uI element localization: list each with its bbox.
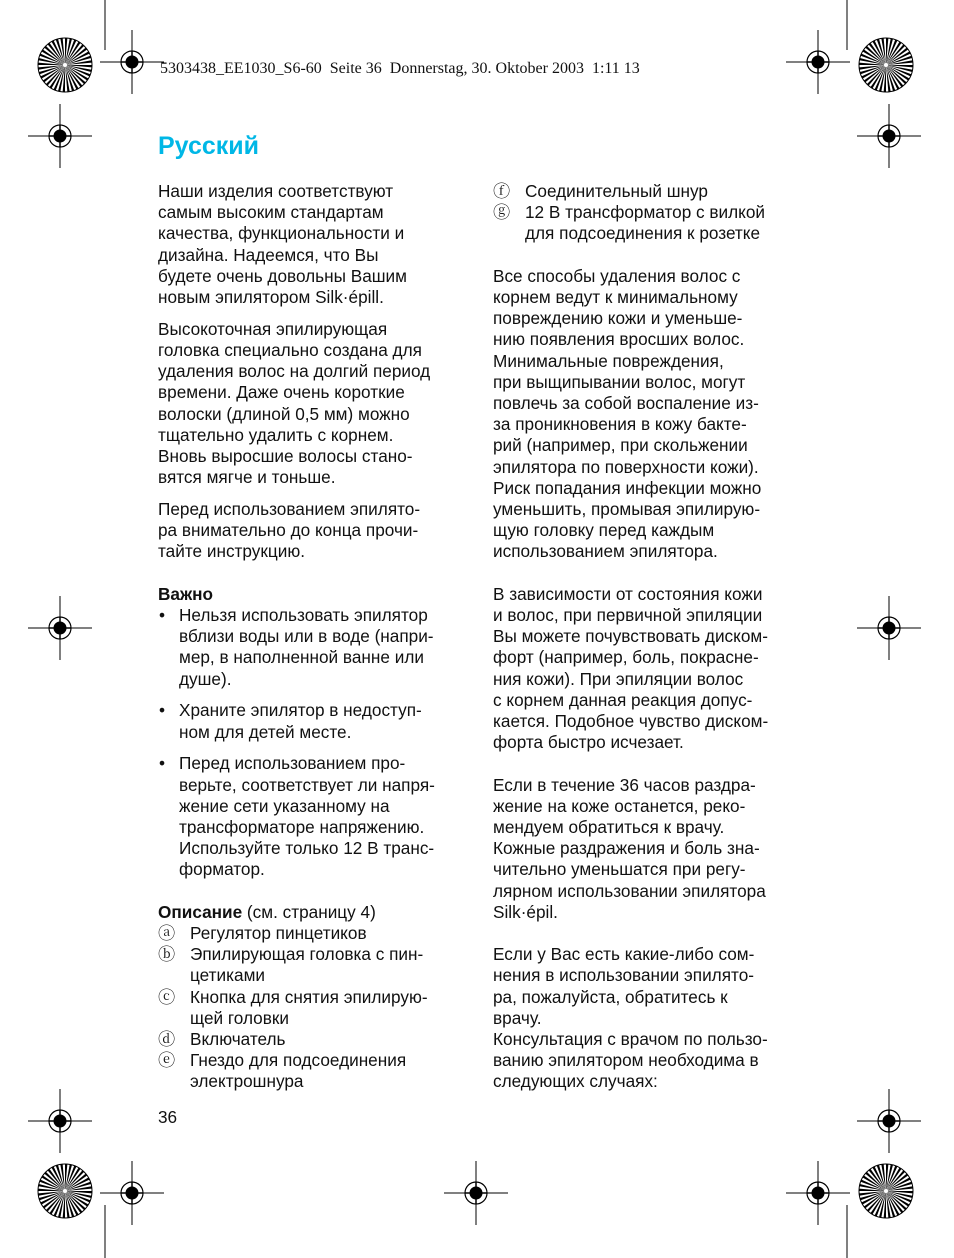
text-line: для подсоединения к розетке	[525, 223, 761, 244]
text-line: Используйте только 12 В транс-	[179, 838, 435, 859]
text-line: самым высоким стандартам	[158, 202, 384, 223]
text-line: верьте, соответствует ли напря-	[179, 774, 435, 795]
right-paragraph	[493, 584, 803, 754]
right-paragraphs	[493, 245, 803, 1093]
text-line: Соединительный шнур	[525, 181, 708, 201]
right-paragraph	[493, 266, 803, 563]
text-line: удаления волос на долгий период	[158, 361, 431, 382]
text-line: Риск попадания инфекции можно	[493, 477, 762, 498]
text-line: Консультация с врачом по пользо-	[493, 1029, 768, 1050]
page-number: 36	[158, 1107, 178, 1127]
text-line: щую головку перед каждым	[493, 520, 715, 541]
crosshair-icon	[857, 596, 921, 660]
part-letter-mark: ⓒ	[158, 986, 176, 1007]
part-letter-mark: ⓔ	[158, 1050, 176, 1071]
text-line: качества, функциональности и	[158, 223, 405, 244]
text-line: вятся мягче и тоньше.	[158, 467, 336, 488]
text-line: мендуем обратиться к врачу.	[493, 817, 725, 838]
head-description-paragraph	[158, 319, 468, 489]
text-line: и волос, при первичной эпиляции	[493, 605, 763, 626]
text-line: Включатель	[190, 1029, 286, 1050]
right-column	[493, 181, 803, 1093]
crosshair-icon	[857, 104, 921, 168]
color-bar-starburst-bottom-left	[38, 1164, 92, 1218]
text-line: душе).	[179, 668, 232, 689]
text-line: Высокоточная эпилирующая	[158, 318, 388, 339]
text-line: ра, пожалуйста, обратитесь к	[493, 986, 728, 1007]
text-line: нию появления вросших волос.	[493, 329, 745, 350]
color-bar-starburst-bottom-right	[859, 1164, 913, 1218]
part-item	[158, 923, 468, 944]
bullet-item	[158, 753, 468, 880]
text-line: Вы можете почувствовать диском-	[493, 626, 768, 647]
part-item	[158, 1050, 468, 1092]
text-line: жение на коже останется, реко-	[493, 795, 746, 816]
text-line: ния кожи). При эпиляции волос	[493, 668, 744, 689]
bullet-mark: •	[159, 605, 166, 626]
text-line: за проникновения в кожу бакте-	[493, 414, 747, 435]
text-line: Кнопка для снятия эпилирую-	[190, 986, 428, 1007]
text-line: лярном использовании эпилятора	[493, 880, 766, 901]
parts-list-left	[158, 923, 468, 1093]
text-line: нения в использовании эпилято-	[493, 965, 754, 986]
text-line: чительно уменьшатся при регу-	[493, 859, 746, 880]
text-line: Кожные раздражения и боль зна-	[493, 838, 760, 859]
text-line: повлечь за собой воспаление из-	[493, 393, 759, 414]
crosshair-icon	[786, 30, 850, 94]
crosshair-icon	[786, 1161, 850, 1225]
text-line: Если в течение 36 часов раздра-	[493, 774, 756, 795]
part-item	[158, 1029, 468, 1050]
part-item	[158, 944, 468, 986]
read-instructions-paragraph	[158, 499, 468, 563]
crosshair-icon	[28, 1089, 92, 1153]
bullet-item	[158, 700, 468, 742]
part-item	[493, 181, 803, 202]
text-line: при выщипывании волос, могут	[493, 371, 746, 392]
text-line: уменьшить, промывая эпилирую-	[493, 499, 761, 520]
text-line: врачу.	[493, 1007, 542, 1028]
text-line: щей головки	[190, 1007, 289, 1028]
text-line: В зависимости от состояния кожи	[493, 583, 763, 604]
crosshair-icon	[28, 104, 92, 168]
text-line: головка специально создана для	[158, 340, 422, 361]
text-line: Вновь выросшие волосы стано-	[158, 446, 413, 467]
important-bullet-list	[158, 605, 468, 881]
crosshair-icon	[857, 1089, 921, 1153]
text-line: вблизи воды или в воде (напри-	[179, 626, 434, 647]
description-heading-line	[158, 902, 468, 923]
crosshair-icon	[444, 1161, 508, 1225]
text-line: повреждению кожи и уменьше-	[493, 308, 743, 329]
text-line: тайте инструкцию.	[158, 541, 305, 562]
text-line: трансформаторе напряжению.	[179, 817, 425, 838]
part-letter-mark: ⓓ	[158, 1029, 176, 1050]
text-line: Нельзя использовать эпилятор	[179, 605, 428, 626]
bullet-item	[158, 605, 468, 690]
part-letter-mark: ⓐ	[158, 923, 176, 944]
text-line: форматор.	[179, 859, 265, 880]
color-bar-starburst-top-right	[859, 38, 913, 92]
text-line: форт (например, боль, покрасне-	[493, 647, 759, 668]
text-line: следующих случаях:	[493, 1071, 658, 1092]
text-line: тщательно удалить с корнем.	[158, 424, 394, 445]
description-note: (см. страницу 4)	[242, 901, 376, 922]
important-heading: Важно	[158, 583, 214, 604]
text-line: дизайна. Надеемся, что Вы	[158, 244, 379, 265]
text-line: Эпилирующая головка с пин-	[190, 944, 424, 965]
text-line: рий (например, при скольжении	[493, 435, 748, 456]
text-line: использованием эпилятора.	[493, 541, 718, 562]
text-line: Наши изделия соответствуют	[158, 181, 394, 201]
text-line: Минимальные повреждения,	[493, 350, 724, 371]
text-line: мер, в наполненной ванне или	[179, 647, 424, 668]
left-column	[158, 181, 468, 1093]
text-line: 12 В трансформатор с вилкой	[525, 202, 766, 223]
text-line: цетиками	[190, 965, 265, 986]
crosshair-icon	[100, 30, 164, 94]
crosshair-icon	[100, 1161, 164, 1225]
text-line: будете очень довольны Вашим	[158, 265, 407, 286]
part-letter-mark: ⓑ	[158, 944, 176, 965]
text-line: эпилятора по поверхности кожи).	[493, 456, 759, 477]
description-heading: Описание	[158, 901, 243, 922]
text-line: ра внимательно до конца прочи-	[158, 520, 419, 541]
right-paragraph	[493, 775, 803, 923]
text-line: ном для детей месте.	[179, 721, 352, 742]
part-letter-mark: ⓖ	[493, 202, 511, 223]
crosshair-icon	[28, 596, 92, 660]
text-line: электрошнура	[190, 1071, 304, 1092]
print-header: 5303438_EE1030_S6-60 Seite 36 Donnerstag, 30. Oktober 2003 1:11 13	[160, 60, 640, 77]
text-line: Храните эпилятор в недоступ-	[179, 700, 422, 721]
text-line: времени. Даже очень короткие	[158, 382, 405, 403]
part-item	[493, 202, 803, 244]
text-line: с корнем данная реакция допус-	[493, 689, 753, 710]
color-bar-starburst-top-left	[38, 38, 92, 92]
text-line: Регулятор пинцетиков	[190, 923, 367, 944]
part-item	[158, 987, 468, 1029]
page-title: Русский	[158, 132, 260, 160]
bullet-mark: •	[159, 700, 166, 721]
right-paragraph	[493, 944, 803, 1092]
text-line: Все способы удаления волос с	[493, 265, 741, 286]
text-line: Перед использованием эпилято-	[158, 499, 421, 520]
text-line: Перед использованием про-	[179, 753, 406, 774]
text-line: ванию эпилятором необходима в	[493, 1050, 759, 1071]
text-line: Гнездо для подсоединения	[190, 1050, 407, 1071]
part-letter-mark: ⓕ	[493, 181, 511, 201]
text-line: новым эпилятором Silk·épill.	[158, 287, 384, 308]
text-line: корнем ведут к минимальному	[493, 287, 738, 307]
intro-paragraph	[158, 181, 468, 308]
text-line: волоски (длиной 0,5 мм) можно	[158, 403, 410, 424]
parts-list-right	[493, 181, 803, 245]
text-line: Silk·épil.	[493, 901, 558, 922]
text-line: форта быстро исчезает.	[493, 732, 684, 753]
text-line: Если у Вас есть какие-либо сом-	[493, 944, 755, 965]
text-line: жение сети указанному на	[179, 795, 390, 816]
text-line: кается. Подобное чувство диском-	[493, 711, 769, 732]
bullet-mark: •	[159, 753, 166, 774]
